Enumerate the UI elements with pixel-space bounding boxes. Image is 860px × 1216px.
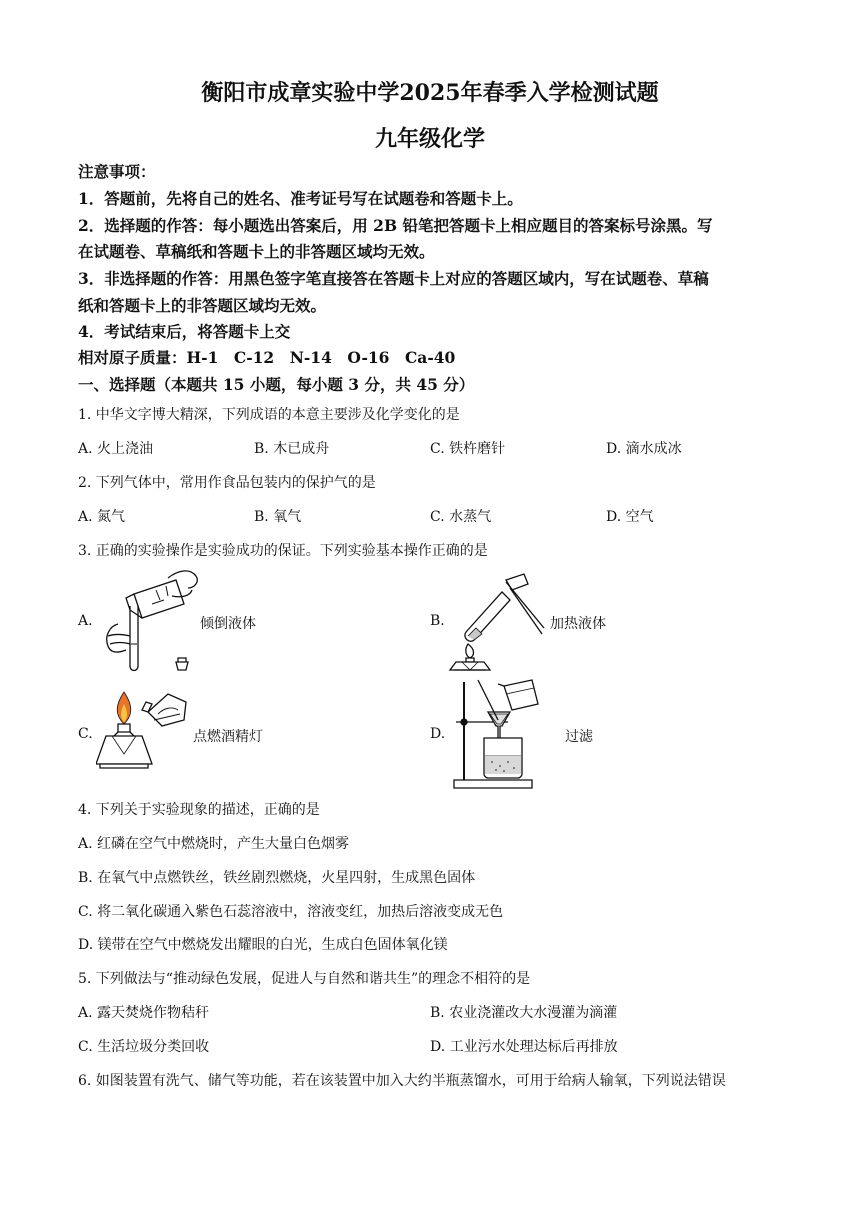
filtration-figure: [448, 676, 558, 792]
question-5-option-c: C. 生活垃圾分类回收: [78, 1039, 210, 1055]
question-5-option-d: D. 工业污水处理达标后再排放: [430, 1039, 618, 1055]
question-3-option-c-letter: C.: [78, 726, 93, 742]
question-1-option-b: B. 木已成舟: [254, 441, 330, 457]
note-item-1: 1．答题前，先将自己的姓名、准考证号写在试题卷和答题卡上。: [78, 189, 523, 208]
exam-title: 衡阳市成章实验中学2025年春季入学检测试题: [201, 80, 659, 106]
question-4-option-c: C. 将二氧化碳通入紫色石蕊溶液中，溶液变红，加热后溶液变成无色: [78, 904, 504, 920]
question-1-option-d: D. 滴水成冰: [606, 441, 682, 457]
question-2-option-d: D. 空气: [606, 509, 654, 525]
note-item-2-line-2: 在试题卷、草稿纸和答题卡上的非答题区域均无效。: [78, 242, 435, 261]
question-2-stem: 2. 下列气体中，常用作食品包装内的保护气的是: [78, 475, 376, 491]
heating-liquid-figure: [446, 570, 546, 674]
pouring-liquid-figure: [96, 566, 204, 676]
question-2-option-a: A. 氮气: [78, 509, 126, 525]
note-item-3-line-2: 纸和答题卡上的非答题区域均无效。: [78, 296, 327, 315]
question-5-stem: 5. 下列做法与“推动绿色发展，促进人与自然和谐共生”的理念不相符的是: [78, 971, 531, 987]
question-6-stem: 6. 如图装置有洗气、储气等功能，若在该装置中加入大约半瓶蒸馏水，可用于给病人输氧，下列说法错误: [78, 1073, 726, 1089]
question-3-option-d-label: 过滤: [565, 729, 593, 745]
question-1-stem: 1. 中华文字博大精深，下列成语的本意主要涉及化学变化的是: [78, 407, 460, 423]
question-4-option-a: A. 红磷在空气中燃烧时，产生大量白色烟雾: [78, 836, 350, 852]
note-item-2-line-1: 2．选择题的作答：每小题选出答案后，用 2B 铅笔把答题卡上相应题目的答案标号涂黑。写: [78, 216, 713, 235]
question-1-option-a: A. 火上浇油: [78, 441, 154, 457]
question-3-option-c-label: 点燃酒精灯: [193, 729, 263, 745]
question-3-stem: 3. 正确的实验操作是实验成功的保证。下列实验基本操作正确的是: [78, 543, 488, 559]
question-4-option-d: D. 镁带在空气中燃烧发出耀眼的白光，生成白色固体氧化镁: [78, 937, 448, 953]
question-5-option-a: A. 露天焚烧作物秸秆: [78, 1005, 210, 1021]
note-item-4: 4．考试结束后，将答题卡上交: [78, 322, 291, 341]
lighting-alcohol-lamp-figure: [96, 684, 196, 784]
question-3-option-a-letter: A.: [78, 613, 93, 629]
question-2-option-c: C. 水蒸气: [430, 509, 492, 525]
section-1-heading: 一、选择题（本题共 15 小题，每小题 3 分，共 45 分）: [78, 375, 475, 394]
question-3-option-d-letter: D.: [430, 726, 446, 742]
exam-subtitle: 九年级化学: [374, 126, 485, 152]
atomic-mass-line: 相对原子质量：H-1 C-12 N-14 O-16 Ca-40: [78, 348, 456, 367]
question-1-option-c: C. 铁杵磨针: [430, 441, 506, 457]
notes-heading: 注意事项：: [78, 162, 156, 181]
question-5-option-b: B. 农业浇灌改大水漫灌为滴灌: [430, 1005, 618, 1021]
question-4-option-b: B. 在氧气中点燃铁丝，铁丝剧烈燃烧，火星四射，生成黑色固体: [78, 870, 476, 886]
question-3-option-a-label: 倾倒液体: [200, 616, 256, 632]
question-4-stem: 4. 下列关于实验现象的描述，正确的是: [78, 802, 320, 818]
question-3-option-b-letter: B.: [430, 613, 445, 629]
question-2-option-b: B. 氧气: [254, 509, 302, 525]
question-3-option-b-label: 加热液体: [550, 616, 606, 632]
note-item-3-line-1: 3．非选择题的作答：用黑色签字笔直接答在答题卡上对应的答题区域内，写在试题卷、草稿: [78, 269, 709, 288]
